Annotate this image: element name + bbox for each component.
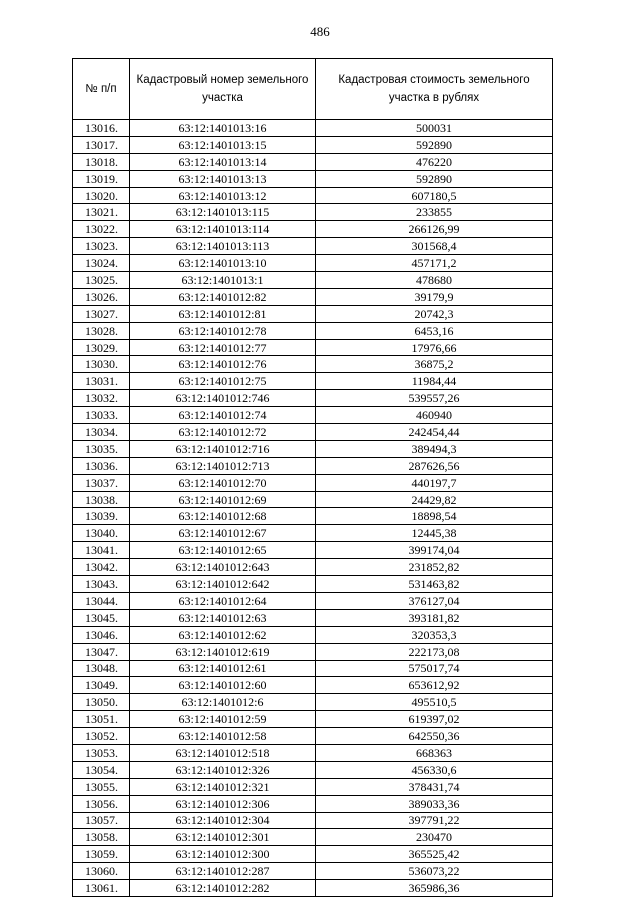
cadastral-number-cell: 63:12:1401012:300 bbox=[130, 846, 316, 863]
table-row bbox=[73, 491, 553, 508]
row-number-cell: 13047. bbox=[73, 643, 130, 660]
cadastral-value-cell: 457171,2 bbox=[316, 255, 553, 272]
cadastral-value-cell: 539557,26 bbox=[316, 390, 553, 407]
cadastral-value-cell: 242454,44 bbox=[316, 424, 553, 441]
cadastral-value-cell: 460940 bbox=[316, 407, 553, 424]
cadastral-number-cell: 63:12:1401012:301 bbox=[130, 829, 316, 846]
row-number-cell: 13023. bbox=[73, 238, 130, 255]
row-number-cell: 13056. bbox=[73, 795, 130, 812]
table-row bbox=[73, 474, 553, 491]
row-number-cell: 13039. bbox=[73, 508, 130, 525]
table-row bbox=[73, 592, 553, 609]
row-number-cell: 13028. bbox=[73, 322, 130, 339]
cadastral-value-cell: 389494,3 bbox=[316, 440, 553, 457]
cadastral-number-cell: 63:12:1401012:306 bbox=[130, 795, 316, 812]
row-number-cell: 13054. bbox=[73, 761, 130, 778]
cadastral-value-cell: 233855 bbox=[316, 204, 553, 221]
cadastral-number-cell: 63:12:1401012:65 bbox=[130, 542, 316, 559]
cadastral-value-cell: 376127,04 bbox=[316, 592, 553, 609]
cadastral-value-cell: 36875,2 bbox=[316, 356, 553, 373]
row-number-cell: 13048. bbox=[73, 660, 130, 677]
cadastral-number-cell: 63:12:1401012:282 bbox=[130, 880, 316, 897]
cadastral-number-cell: 63:12:1401012:304 bbox=[130, 812, 316, 829]
table-row bbox=[73, 576, 553, 593]
row-number-cell: 13034. bbox=[73, 424, 130, 441]
table-row bbox=[73, 694, 553, 711]
table-row bbox=[73, 255, 553, 272]
cadastral-value-cell: 642550,36 bbox=[316, 728, 553, 745]
cadastral-value-cell: 393181,82 bbox=[316, 609, 553, 626]
cadastral-number-cell: 63:12:1401012:619 bbox=[130, 643, 316, 660]
cadastral-number-cell: 63:12:1401012:76 bbox=[130, 356, 316, 373]
cadastral-value-cell: 365525,42 bbox=[316, 846, 553, 863]
table-row bbox=[73, 322, 553, 339]
table-row bbox=[73, 711, 553, 728]
cadastral-value-cell: 500031 bbox=[316, 120, 553, 137]
cadastral-value-cell: 575017,74 bbox=[316, 660, 553, 677]
row-number-cell: 13030. bbox=[73, 356, 130, 373]
cadastral-number-cell: 63:12:1401012:69 bbox=[130, 491, 316, 508]
table-row bbox=[73, 761, 553, 778]
cadastral-value-cell: 478680 bbox=[316, 272, 553, 289]
header-cadastral-number: Кадастровый номер земельного участка bbox=[130, 59, 316, 120]
cadastral-number-cell: 63:12:1401013:114 bbox=[130, 221, 316, 238]
table-row bbox=[73, 272, 553, 289]
table-row bbox=[73, 373, 553, 390]
cadastral-number-cell: 63:12:1401012:713 bbox=[130, 457, 316, 474]
row-number-cell: 13026. bbox=[73, 288, 130, 305]
cadastral-value-cell: 607180,5 bbox=[316, 187, 553, 204]
table-row bbox=[73, 238, 553, 255]
table-row bbox=[73, 153, 553, 170]
cadastral-number-cell: 63:12:1401012:70 bbox=[130, 474, 316, 491]
row-number-cell: 13033. bbox=[73, 407, 130, 424]
table-row bbox=[73, 187, 553, 204]
table-header bbox=[73, 59, 553, 120]
table-row bbox=[73, 677, 553, 694]
row-number-cell: 13046. bbox=[73, 626, 130, 643]
cadastral-number-cell: 63:12:1401012:77 bbox=[130, 339, 316, 356]
table-row bbox=[73, 829, 553, 846]
header-cadastral-value: Кадастровая стоимость земельного участка в рублях bbox=[316, 59, 553, 120]
table-row bbox=[73, 778, 553, 795]
table-row bbox=[73, 846, 553, 863]
table-row bbox=[73, 559, 553, 576]
cadastral-number-cell: 63:12:1401012:74 bbox=[130, 407, 316, 424]
cadastral-value-cell: 592890 bbox=[316, 170, 553, 187]
row-number-cell: 13050. bbox=[73, 694, 130, 711]
row-number-cell: 13022. bbox=[73, 221, 130, 238]
cadastral-value-cell: 619397,02 bbox=[316, 711, 553, 728]
table-row bbox=[73, 880, 553, 897]
cadastral-value-cell: 17976,66 bbox=[316, 339, 553, 356]
row-number-cell: 13053. bbox=[73, 744, 130, 761]
cadastral-value-cell: 378431,74 bbox=[316, 778, 553, 795]
cadastral-value-cell: 39179,9 bbox=[316, 288, 553, 305]
cadastral-number-cell: 63:12:1401013:10 bbox=[130, 255, 316, 272]
cadastral-number-cell: 63:12:1401013:1 bbox=[130, 272, 316, 289]
cadastral-number-cell: 63:12:1401013:16 bbox=[130, 120, 316, 137]
cadastral-value-cell: 20742,3 bbox=[316, 305, 553, 322]
cadastral-number-cell: 63:12:1401012:58 bbox=[130, 728, 316, 745]
row-number-cell: 13020. bbox=[73, 187, 130, 204]
cadastral-number-cell: 63:12:1401012:642 bbox=[130, 576, 316, 593]
row-number-cell: 13016. bbox=[73, 120, 130, 137]
row-number-cell: 13057. bbox=[73, 812, 130, 829]
table-row bbox=[73, 609, 553, 626]
header-row-number: № п/п bbox=[73, 59, 130, 120]
header-row bbox=[73, 59, 553, 120]
cadastral-value-cell: 668363 bbox=[316, 744, 553, 761]
cadastral-number-cell: 63:12:1401012:716 bbox=[130, 440, 316, 457]
cadastral-value-cell: 231852,82 bbox=[316, 559, 553, 576]
cadastral-value-cell: 536073,22 bbox=[316, 863, 553, 880]
cadastral-value-cell: 287626,56 bbox=[316, 457, 553, 474]
cadastral-number-cell: 63:12:1401013:14 bbox=[130, 153, 316, 170]
table-row bbox=[73, 626, 553, 643]
row-number-cell: 13049. bbox=[73, 677, 130, 694]
cadastral-value-cell: 24429,82 bbox=[316, 491, 553, 508]
cadastral-number-cell: 63:12:1401012:6 bbox=[130, 694, 316, 711]
row-number-cell: 13024. bbox=[73, 255, 130, 272]
row-number-cell: 13043. bbox=[73, 576, 130, 593]
table-row bbox=[73, 305, 553, 322]
cadastral-value-cell: 12445,38 bbox=[316, 525, 553, 542]
table-row bbox=[73, 863, 553, 880]
row-number-cell: 13044. bbox=[73, 592, 130, 609]
row-number-cell: 13032. bbox=[73, 390, 130, 407]
table-row bbox=[73, 728, 553, 745]
cadastral-number-cell: 63:12:1401013:113 bbox=[130, 238, 316, 255]
cadastral-number-cell: 63:12:1401012:72 bbox=[130, 424, 316, 441]
row-number-cell: 13035. bbox=[73, 440, 130, 457]
cadastral-number-cell: 63:12:1401012:67 bbox=[130, 525, 316, 542]
cadastral-number-cell: 63:12:1401013:115 bbox=[130, 204, 316, 221]
table-row bbox=[73, 170, 553, 187]
cadastral-number-cell: 63:12:1401013:12 bbox=[130, 187, 316, 204]
cadastral-number-cell: 63:12:1401012:81 bbox=[130, 305, 316, 322]
table-row bbox=[73, 136, 553, 153]
row-number-cell: 13017. bbox=[73, 136, 130, 153]
cadastral-number-cell: 63:12:1401012:746 bbox=[130, 390, 316, 407]
table-row bbox=[73, 542, 553, 559]
cadastral-value-cell: 266126,99 bbox=[316, 221, 553, 238]
table-row bbox=[73, 795, 553, 812]
cadastral-value-cell: 592890 bbox=[316, 136, 553, 153]
table-row bbox=[73, 525, 553, 542]
table-row bbox=[73, 221, 553, 238]
table-row bbox=[73, 812, 553, 829]
cadastral-number-cell: 63:12:1401012:75 bbox=[130, 373, 316, 390]
row-number-cell: 13059. bbox=[73, 846, 130, 863]
cadastral-value-cell: 11984,44 bbox=[316, 373, 553, 390]
table-row bbox=[73, 643, 553, 660]
row-number-cell: 13041. bbox=[73, 542, 130, 559]
row-number-cell: 13031. bbox=[73, 373, 130, 390]
cadastral-number-cell: 63:12:1401012:287 bbox=[130, 863, 316, 880]
row-number-cell: 13019. bbox=[73, 170, 130, 187]
table-row bbox=[73, 407, 553, 424]
cadastral-value-cell: 653612,92 bbox=[316, 677, 553, 694]
table-row bbox=[73, 390, 553, 407]
row-number-cell: 13052. bbox=[73, 728, 130, 745]
cadastral-value-cell: 440197,7 bbox=[316, 474, 553, 491]
row-number-cell: 13061. bbox=[73, 880, 130, 897]
row-number-cell: 13055. bbox=[73, 778, 130, 795]
cadastral-number-cell: 63:12:1401012:62 bbox=[130, 626, 316, 643]
cadastral-value-cell: 456330,6 bbox=[316, 761, 553, 778]
table-row bbox=[73, 744, 553, 761]
cadastral-number-cell: 63:12:1401013:13 bbox=[130, 170, 316, 187]
cadastral-number-cell: 63:12:1401012:643 bbox=[130, 559, 316, 576]
cadastral-number-cell: 63:12:1401012:63 bbox=[130, 609, 316, 626]
row-number-cell: 13038. bbox=[73, 491, 130, 508]
row-number-cell: 13029. bbox=[73, 339, 130, 356]
cadastral-number-cell: 63:12:1401012:59 bbox=[130, 711, 316, 728]
table-body bbox=[73, 120, 553, 897]
cadastral-value-cell: 301568,4 bbox=[316, 238, 553, 255]
cadastral-value-cell: 389033,36 bbox=[316, 795, 553, 812]
row-number-cell: 13018. bbox=[73, 153, 130, 170]
cadastral-number-cell: 63:12:1401013:15 bbox=[130, 136, 316, 153]
cadastral-number-cell: 63:12:1401012:326 bbox=[130, 761, 316, 778]
row-number-cell: 13051. bbox=[73, 711, 130, 728]
row-number-cell: 13040. bbox=[73, 525, 130, 542]
cadastral-value-cell: 399174,04 bbox=[316, 542, 553, 559]
cadastral-value-cell: 397791,22 bbox=[316, 812, 553, 829]
row-number-cell: 13042. bbox=[73, 559, 130, 576]
cadastral-value-cell: 320353,3 bbox=[316, 626, 553, 643]
row-number-cell: 13058. bbox=[73, 829, 130, 846]
cadastral-number-cell: 63:12:1401012:60 bbox=[130, 677, 316, 694]
cadastral-value-cell: 18898,54 bbox=[316, 508, 553, 525]
table-row bbox=[73, 660, 553, 677]
cadastral-value-cell: 476220 bbox=[316, 153, 553, 170]
table-row bbox=[73, 288, 553, 305]
cadastral-number-cell: 63:12:1401012:68 bbox=[130, 508, 316, 525]
row-number-cell: 13036. bbox=[73, 457, 130, 474]
table-row bbox=[73, 120, 553, 137]
cadastral-value-cell: 531463,82 bbox=[316, 576, 553, 593]
table-row bbox=[73, 424, 553, 441]
table-row bbox=[73, 339, 553, 356]
cadastral-value-table bbox=[72, 58, 553, 897]
cadastral-number-cell: 63:12:1401012:82 bbox=[130, 288, 316, 305]
cadastral-value-cell: 495510,5 bbox=[316, 694, 553, 711]
cadastral-number-cell: 63:12:1401012:321 bbox=[130, 778, 316, 795]
table-row bbox=[73, 457, 553, 474]
cadastral-number-cell: 63:12:1401012:64 bbox=[130, 592, 316, 609]
row-number-cell: 13060. bbox=[73, 863, 130, 880]
row-number-cell: 13037. bbox=[73, 474, 130, 491]
cadastral-value-cell: 365986,36 bbox=[316, 880, 553, 897]
table-row bbox=[73, 356, 553, 373]
cadastral-number-cell: 63:12:1401012:61 bbox=[130, 660, 316, 677]
cadastral-value-cell: 222173,08 bbox=[316, 643, 553, 660]
row-number-cell: 13025. bbox=[73, 272, 130, 289]
page-number: 486 bbox=[310, 24, 330, 39]
row-number-cell: 13045. bbox=[73, 609, 130, 626]
cadastral-value-cell: 230470 bbox=[316, 829, 553, 846]
row-number-cell: 13021. bbox=[73, 204, 130, 221]
table-row bbox=[73, 440, 553, 457]
row-number-cell: 13027. bbox=[73, 305, 130, 322]
cadastral-value-cell: 6453,16 bbox=[316, 322, 553, 339]
table-row bbox=[73, 508, 553, 525]
table-row bbox=[73, 204, 553, 221]
cadastral-number-cell: 63:12:1401012:78 bbox=[130, 322, 316, 339]
cadastral-number-cell: 63:12:1401012:518 bbox=[130, 744, 316, 761]
